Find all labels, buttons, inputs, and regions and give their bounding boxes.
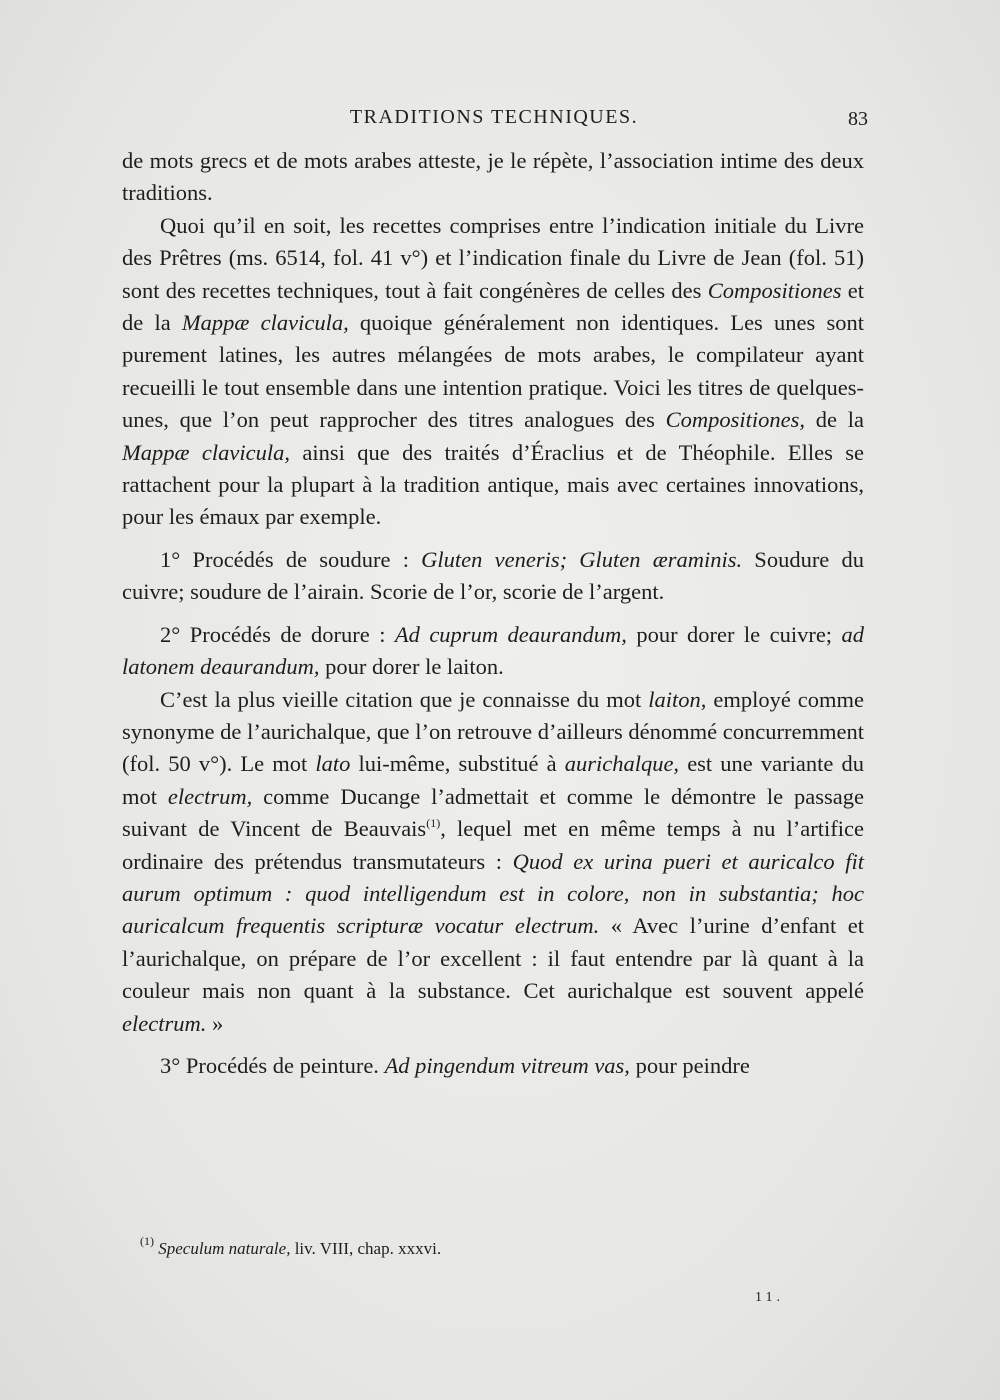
paragraph-soudure: 1° Procédés de soudure : Gluten veneris; Gluten æraminis. Soudure du cuivre; soudure de l’airain. Scorie de l’or, scorie de l’argent.	[122, 546, 864, 605]
paragraph-1: de mots grecs et de mots arabes atteste, je le répète, l’association intime des deux traditions.	[122, 148, 864, 206]
body-text	[122, 145, 864, 1082]
paragraph-dorure: 2° Procédés de dorure : Ad cuprum deaurandum, pour dorer le cuivre; ad latonem deaurandum, pour dorer le laiton.	[122, 621, 864, 680]
page-header	[120, 100, 868, 136]
footnote-marker: (1)	[140, 1234, 154, 1248]
running-head: TRADITIONS TECHNIQUES.	[349, 106, 639, 128]
paragraph-peinture: 3° Procédés de peinture. Ad pingendum vitreum vas, pour peindre	[160, 1052, 750, 1078]
signature-mark: 11.	[755, 1290, 784, 1305]
page-number: 83	[848, 108, 868, 130]
paragraph-laiton: C’est la plus vieille citation que je connaisse du mot laiton, employé comme synonyme de l’aurichalque, que l’on retrouve d’ailleurs dénommé concurremment (fol. 50 v°). Le mot lato lui-même, substitué à aurichalque, est une variante du mot electrum, comme Ducange l’admettait et comme le démontre le passage suivant de Vincent de Beauvais$^{(1)}$, lequel met en même temps à nu l’artifice ordinaire des prétendus transmutateurs : Quod ex urina pueri et auricalco fit aurum optimum : quod intelligendum est in colore, non in substantia; hoc auricalcum frequentis scripturæ vocatur electrum. « Avec l’urine d’enfant et l’aurichalque, on prépare de l’or excellent : il faut entendre par là quant à la couleur mais non quant à la substance. Cet aurichalque est souvent appelé electrum. »	[122, 686, 865, 1036]
footnote: $^{(1)}$ Speculum naturale, liv. VIII, chap. xxxvi.	[140, 1234, 442, 1258]
footnote-ref[interactable]: (1)	[426, 816, 441, 831]
paragraph-2: Quoi qu’il en soit, les recettes comprises entre l’indication initiale du Livre des Prêtres (ms. 6514, fol. 41 v°) et l’indication finale du Livre de Jean (fol. 51) sont des recettes techniques, tout à fait congénères de celles des Compositiones et de la Mappæ clavicula, quoique généralement non identiques. Les unes sont purement latines, les autres mélangées de mots arabes, le compilateur ayant recueilli le tout ensemble dans une intention pratique. Voici les titres de quelques-unes, que l’on peut rapprocher des titres analogues des Compositiones, de la Mappæ clavicula, ainsi que des traités d’Éraclius et de Théophile. Elles se rattachent pour la plupart à la tradition antique, mais avec certaines innovations, pour les émaux par exemple.	[122, 212, 864, 530]
